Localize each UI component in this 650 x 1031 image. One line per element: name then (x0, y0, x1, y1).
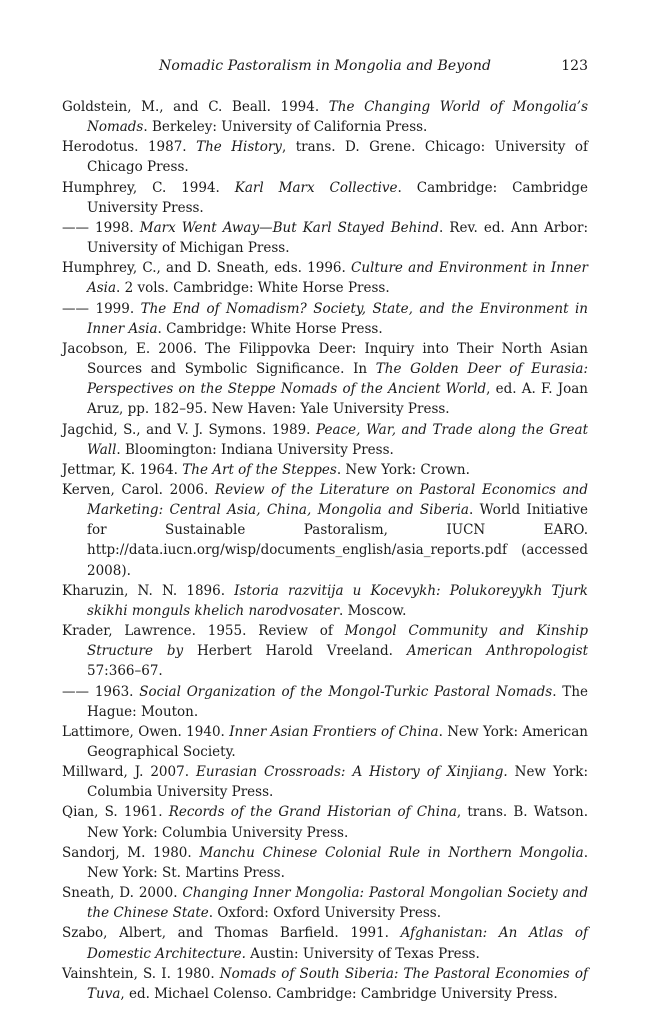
reference-entry: Humphrey, C. 1994. Karl Marx Collective. Cambridge: Cambridge University Press. (62, 179, 588, 216)
reference-entry: Szabo, Albert, and Thomas Barfield. 1991. Afghanistan: An Atlas of Domestic Architecture. Austin: University of Texas Press. (62, 925, 588, 962)
page-number: 123 (561, 58, 588, 74)
running-title: Nomadic Pastoralism in Mongolia and Beyond (158, 58, 492, 74)
reference-entry: Jettmar, K. 1964. The Art of the Steppes. New York: Crown. (62, 461, 470, 478)
reference-entry: Jagchid, S., and V. J. Symons. 1989. Peace, War, and Trade along the Great Wall. Bloomington: Indiana University Press. (62, 421, 588, 458)
reference-entry: —— 1963. Social Organization of the Mongol-Turkic Pastoral Nomads. The Hague: Mouton. (62, 683, 588, 720)
reference-entry: Lattimore, Owen. 1940. Inner Asian Frontiers of China. New York: American Geographical Society. (62, 723, 588, 760)
reference-entry: Qian, S. 1961. Records of the Grand Historian of China, trans. B. Watson. New York: Columbia University Press. (62, 804, 589, 841)
reference-entry: Herodotus. 1987. The History, trans. D. Grene. Chicago: University of Chicago Press. (62, 139, 589, 176)
reference-entry: Goldstein, M., and C. Beall. 1994. The Changing World of Mongolia’s Nomads. Berkeley: University of California Press. (62, 99, 589, 136)
reference-entry: —— 1999. The End of Nomadism? Society, State, and the Environment in Inner Asia. Cambridge: White Horse Press. (62, 300, 589, 337)
reference-entry: Kharuzin, N. N. 1896. Istoria razvitija u Kocevykh: Polukoreyykh Tjurk skikhi monguls khelich narodvosater. Moscow. (62, 582, 588, 619)
reference-entry: Sneath, D. 2000. Changing Inner Mongolia: Pastoral Mongolian Society and the Chinese State. Oxford: Oxford University Press. (62, 885, 588, 922)
reference-entry: Millward, J. 2007. Eurasian Crossroads: A History of Xinjiang. New York: Columbia University Press. (62, 764, 589, 801)
running-head (62, 58, 588, 80)
reference-entry: Sandorj, M. 1980. Manchu Chinese Colonial Rule in Northern Mongolia. New York: St. Martins Press. (62, 844, 588, 881)
reference-entry: Vainshtein, S. I. 1980. Nomads of South Siberia: The Pastoral Economies of Tuva, ed. Michael Colenso. Cambridge: Cambridge University Press. (62, 965, 588, 1002)
reference-list (62, 97, 588, 1004)
reference-entry: Krader, Lawrence. 1955. Review of Mongol Community and Kinship Structure by Herbert Harold Vreeland. American Anthropologist 57:366–67. (62, 623, 588, 680)
reference-entry: —— 1998. Marx Went Away—But Karl Stayed Behind. Rev. ed. Ann Arbor: University of Michigan Press. (62, 219, 589, 257)
reference-entry: Jacobson, E. 2006. The Filippovka Deer: Inquiry into Their North Asian Sources and Symbolic Significance. In The Golden Deer of Eurasia: Perspectives on the Steppe Nomads of the Ancient World, ed. A. F. Joan Aruz, pp. 182–95. New Haven: Yale University Press. (62, 340, 588, 418)
reference-entry: Kerven, Carol. 2006. Review of the Literature on Pastoral Economics and Marketing: Central Asia, China, Mongolia and Siberia. World Initiative for Sustainable Pastoralism, IUCN EARO. http://data.iucn.org/wisp/documents_english/asia_reports.pdf (accessed 2008). (62, 481, 589, 579)
reference-entry: Humphrey, C., and D. Sneath, eds. 1996. Culture and Environment in Inner Asia. 2 vols. Cambridge: White Horse Press. (62, 260, 588, 297)
